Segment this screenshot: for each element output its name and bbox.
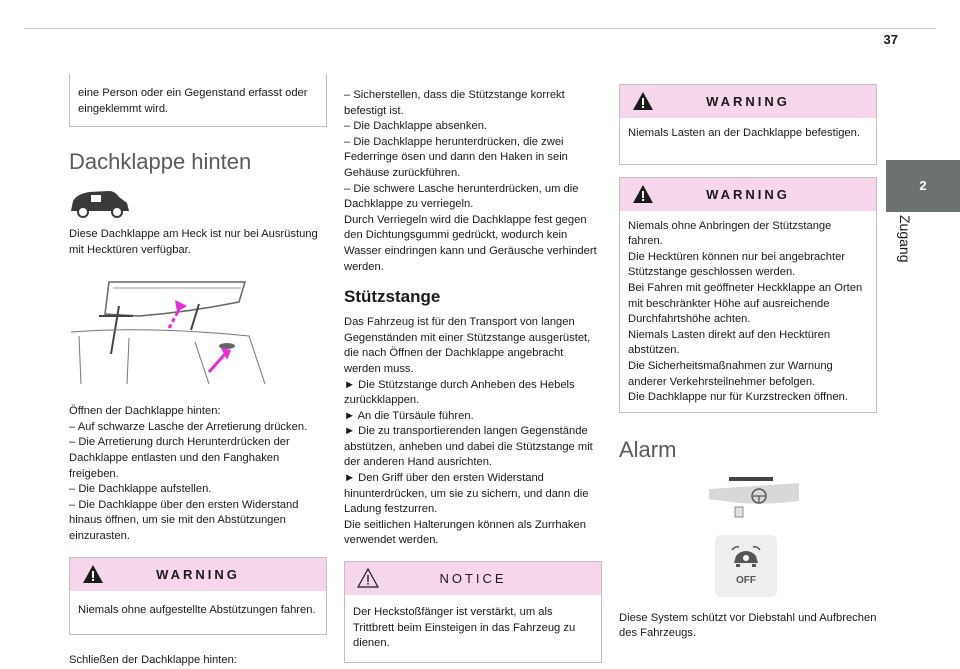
lock-note: Durch Verriegeln wird die Dachklappe fest gegen den Dichtungsgummi gedrückt, wodurch kein Wasser eindringen kann und Geräusche verhindert werden. [344, 213, 597, 273]
alarm-off-icon [730, 545, 762, 571]
warning2-line-5: Die Sicherheitsmaßnahmen zur Warnung anderer Verkehrsteilnehmer befolgen. [628, 359, 833, 388]
open-intro: Öffnen der Dachklappe hinten: [69, 405, 221, 418]
warning-header-2 [620, 178, 876, 211]
alarm-description: Diese System schützt vor Diebstahl und Aufbrechen des Fahrzeugs. [619, 611, 877, 640]
open-step-4: – Die Dachklappe über den ersten Widerstand hinaus öffnen, um sie mit den Abstützungen einzurasten. [69, 498, 299, 542]
column-1 [69, 74, 327, 669]
close-step-1: – Sicherstellen, dass die Stützstange korrekt befestigt ist. [344, 89, 565, 117]
section-title-dachklappe: Dachklappe hinten [69, 149, 252, 174]
warning-box-2 [619, 177, 877, 413]
alarm-off-button[interactable] [715, 535, 777, 597]
warning2-line-2: Die Hecktüren können nur bei angebrachter Stützstange geschlossen werden. [628, 250, 846, 279]
intro-text: eine Person oder ein Gegenstand erfasst oder eingeklemmt wird. [78, 87, 308, 115]
warning-box [69, 557, 327, 636]
chapter-label: Zugang [897, 215, 913, 263]
close-intro: Schließen der Dachklappe hinten: [69, 654, 237, 667]
availability-text: Diese Dachklappe am Heck ist nur bei Ausrüstung mit Hecktüren verfügbar. [69, 228, 318, 256]
close-step-2: – Die Dachklappe absenken. [344, 120, 488, 133]
roof-flap-illustration [69, 276, 269, 386]
notice-header [345, 562, 601, 595]
side-mounts-text: Die seitlichen Halterungen können als Zurrhaken verwendet werden. [344, 518, 586, 547]
section-title-alarm: Alarm [619, 436, 677, 462]
warning-header-1 [620, 85, 876, 118]
warning2-line-6: Die Dachklappe nur für Kurzstrecken öffnen. [628, 391, 848, 404]
warning-text-1: Niemals Lasten an der Dachklappe befestigen. [628, 127, 860, 139]
ceiling-console-illustration [709, 475, 799, 521]
top-rule [24, 28, 936, 29]
warning-label: WARNING [156, 566, 240, 582]
column-2 [344, 88, 602, 663]
open-step-3: – Die Dachklappe aufstellen. [69, 483, 212, 496]
chapter-tab[interactable]: 2 [886, 160, 960, 212]
section-title-stuetzstange: Stützstange [344, 287, 441, 307]
warning-text: Niemals ohne aufgestellte Abstützungen fahren. [78, 603, 316, 616]
intro-box [69, 74, 327, 127]
warning-box-1 [619, 84, 877, 165]
notice-text: Der Heckstoßfänger ist verstärkt, um als Trittbrett beim Einsteigen in das Fahrzeug zu dienen. [353, 606, 576, 650]
page-number: 37 [883, 32, 898, 47]
open-instructions [69, 404, 327, 544]
warning2-line-4: Niemals Lasten direkt auf den Hecktüren abstützen. [628, 328, 831, 357]
stuetz-step-1: ► Die Stützstange durch Anheben des Hebels zurückklappen. [344, 378, 575, 407]
warning-label-1: WARNING [706, 94, 790, 109]
off-label: OFF [736, 574, 756, 586]
stuetz-step-4: ► Den Griff über den ersten Widerstand hinunterdrücken, um sie zu sichern, und dann die Ladung festzurren. [344, 472, 589, 516]
column-3 [619, 84, 877, 642]
notice-box [344, 561, 602, 663]
stuetz-step-2: ► An die Türsäule führen. [344, 409, 474, 422]
open-step-2: – Die Arretierung durch Herunterdrücken der Dachklappe entlasten und den Fanghaken freigeben. [69, 436, 290, 480]
warning-header [70, 558, 326, 591]
notice-label: NOTICE [439, 571, 507, 587]
van-icon [69, 187, 131, 219]
stuetz-step-3: ► Die zu transportierenden langen Gegenstände abstützen, anheben und dabei die Stützstange mit der anderen Hand ausrichten. [344, 425, 593, 469]
warning2-line-3: Bei Fahren mit geöffneter Heckklappe an Orten mit beschränkter Höhe auf ausreichende Durchfahrtshöhe achten. [628, 281, 863, 326]
close-step-3: – Die Dachklappe herunterdrücken, die zwei Federringe ösen und dann den Haken in sein Gehäuse zurückführen. [344, 135, 568, 179]
warning2-line-1: Niemals ohne Anbringen der Stützstange fahren. [628, 219, 832, 248]
open-step-1: – Auf schwarze Lasche der Arretierung drücken. [69, 420, 308, 433]
close-step-4: – Die schwere Lasche herunterdrücken, um die Dachklappe zu verriegeln. [344, 182, 579, 211]
warning-label-2: WARNING [706, 186, 790, 202]
stuetzstange-intro: Das Fahrzeug ist für den Transport von langen Gegenständen mit einer Stützstange ausgerüstet, die nach Öffnen der Dachklappe angebracht werden muss. [344, 316, 591, 375]
